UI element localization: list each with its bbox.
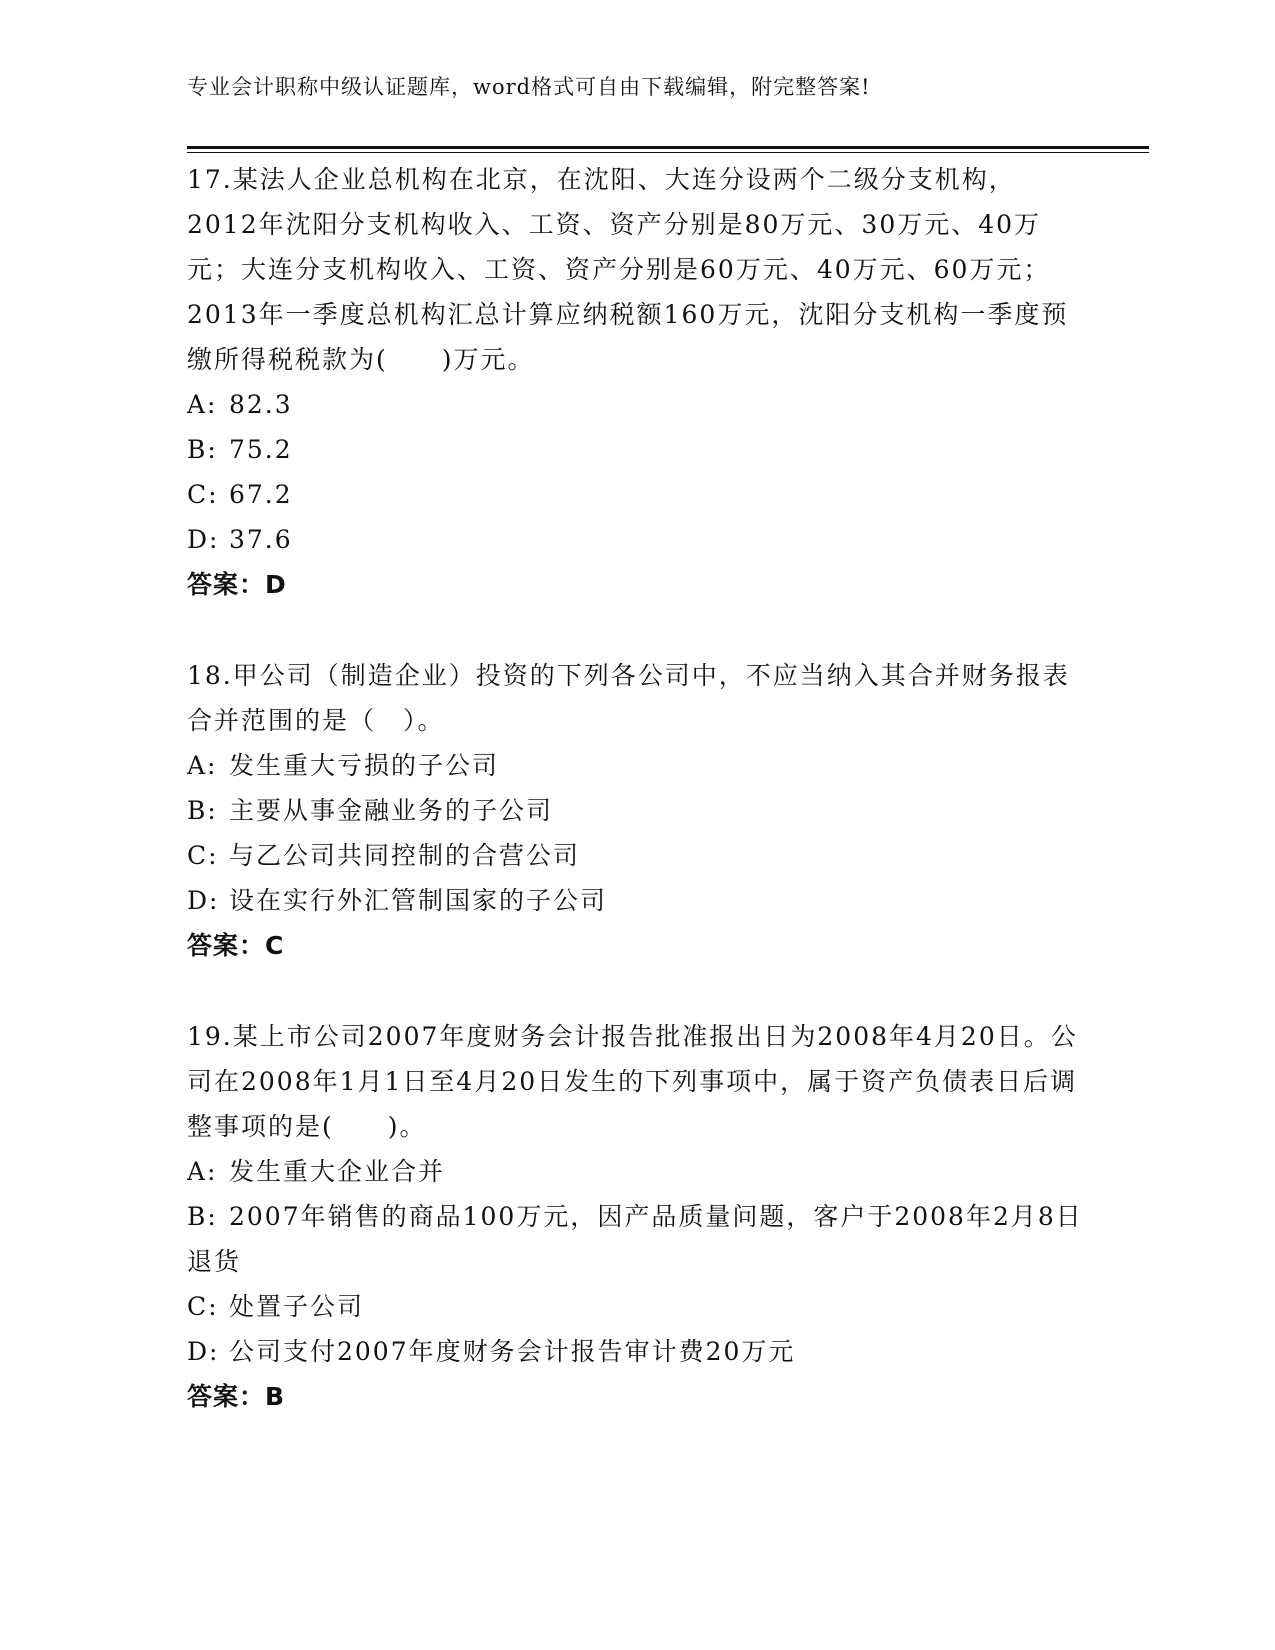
answer-line: 答案：D bbox=[187, 570, 287, 599]
answer-line: 答案：B bbox=[187, 1382, 286, 1411]
option-letter: B: bbox=[187, 796, 218, 825]
option-a bbox=[187, 743, 1087, 788]
option-letter: A: bbox=[187, 1157, 218, 1186]
option-text: 2007年销售的商品100万元，因产品质量问题，客户于2008年2月8日退货 bbox=[187, 1202, 1083, 1276]
option-text: 发生重大企业合并 bbox=[229, 1157, 446, 1186]
option-text: 处置子公司 bbox=[229, 1292, 365, 1321]
question-stem: 19.某上市公司2007年度财务会计报告批准报出日为2008年4月20日。公司在2008年1月1日至4月20日发生的下列事项中，属于资产负债表日后调整事项的是( )。 bbox=[187, 1022, 1078, 1141]
option-letter: C: bbox=[187, 1292, 219, 1321]
option-text: 37.6 bbox=[229, 525, 293, 554]
option-letter: C: bbox=[187, 841, 219, 870]
option-d bbox=[187, 1329, 1087, 1374]
option-b bbox=[187, 1194, 1087, 1284]
option-letter: B: bbox=[187, 435, 218, 464]
option-text: 82.3 bbox=[229, 390, 293, 419]
question-19 bbox=[187, 1014, 1087, 1419]
option-text: 发生重大亏损的子公司 bbox=[229, 751, 500, 780]
option-a bbox=[187, 1149, 1087, 1194]
option-text: 设在实行外汇管制国家的子公司 bbox=[229, 886, 608, 915]
option-b bbox=[187, 427, 1087, 472]
header-divider-thin bbox=[187, 152, 1149, 153]
option-letter: A: bbox=[187, 751, 218, 780]
option-letter: B: bbox=[187, 1202, 218, 1231]
option-text: 公司支付2007年度财务会计报告审计费20万元 bbox=[229, 1337, 796, 1366]
option-letter: D: bbox=[187, 886, 220, 915]
option-text: 与乙公司共同控制的合营公司 bbox=[229, 841, 581, 870]
option-text: 67.2 bbox=[229, 480, 293, 509]
option-c bbox=[187, 1284, 1087, 1329]
option-d bbox=[187, 517, 1087, 562]
option-letter: C: bbox=[187, 480, 219, 509]
option-b bbox=[187, 788, 1087, 833]
option-c bbox=[187, 472, 1087, 517]
option-a bbox=[187, 382, 1087, 427]
page-header: 专业会计职称中级认证题库，word格式可自由下载编辑，附完整答案! bbox=[187, 75, 871, 99]
question-18 bbox=[187, 653, 1087, 968]
option-text: 主要从事金融业务的子公司 bbox=[229, 796, 554, 825]
option-d bbox=[187, 878, 1087, 923]
question-stem: 17.某法人企业总机构在北京，在沈阳、大连分设两个二级分支机构，2012年沈阳分支机构收入、工资、资产分别是80万元、30万元、40万元；大连分支机构收入、工资、资产分别是60万元、40万元、60万元；2013年一季度总机构汇总计算应纳税额160万元，沈阳分支机构一季度预缴所得税税款为( )万元。 bbox=[187, 165, 1069, 374]
question-stem: 18.甲公司（制造企业）投资的下列各公司中，不应当纳入其合并财务报表合并范围的是（ ）。 bbox=[187, 661, 1070, 735]
option-letter: A: bbox=[187, 390, 218, 419]
option-letter: D: bbox=[187, 1337, 220, 1366]
answer-line: 答案：C bbox=[187, 931, 285, 960]
question-list bbox=[187, 157, 1087, 1465]
option-c bbox=[187, 833, 1087, 878]
option-letter: D: bbox=[187, 525, 220, 554]
question-17 bbox=[187, 157, 1087, 607]
option-text: 75.2 bbox=[229, 435, 293, 464]
header-divider-thick bbox=[187, 146, 1149, 149]
